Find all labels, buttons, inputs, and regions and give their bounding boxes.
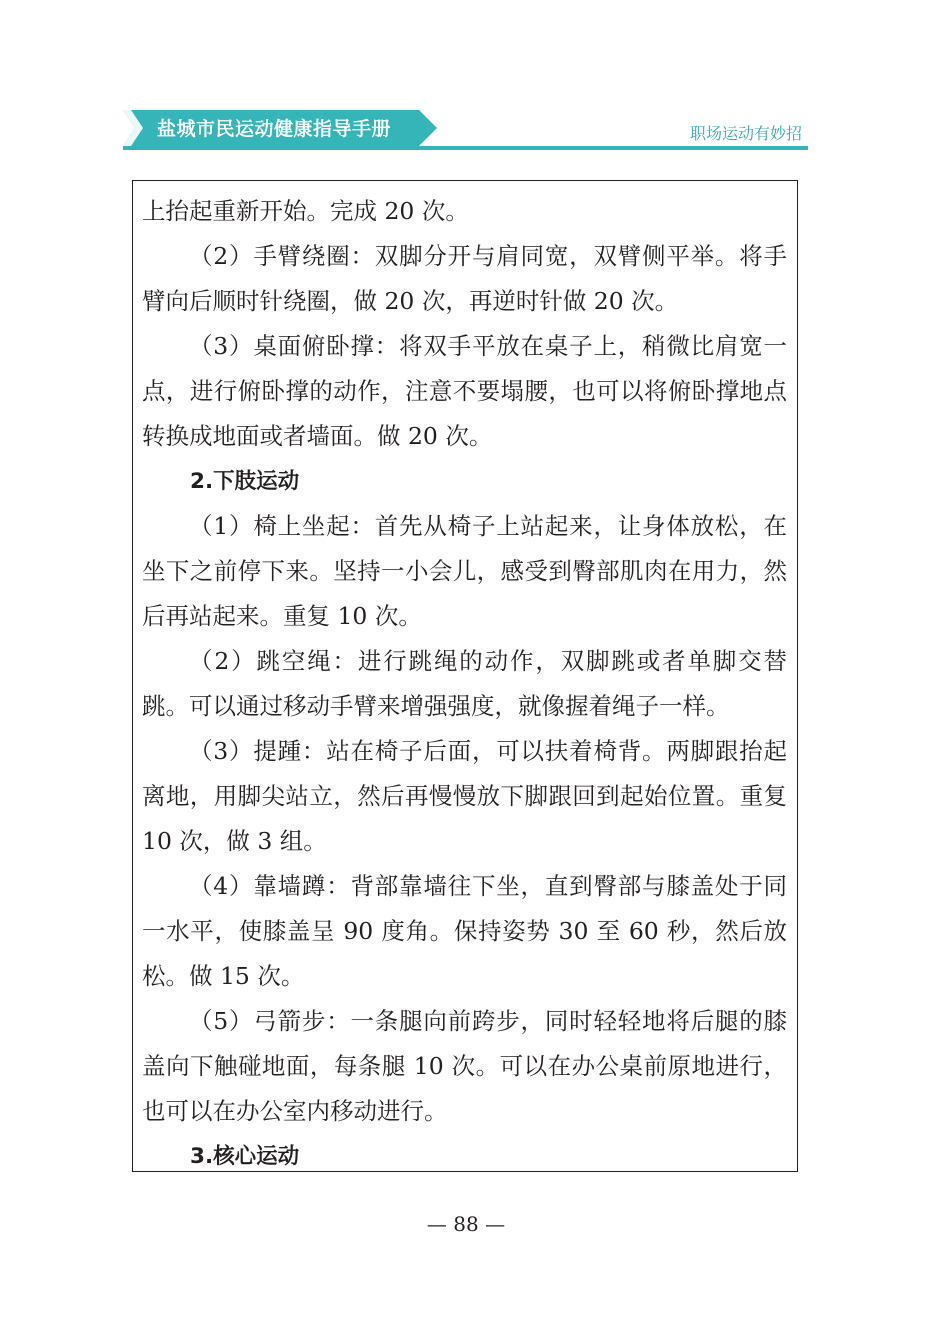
paragraph-desk-pushups: （3）桌面俯卧撑：将双手平放在桌子上，稍微比肩宽一点，进行俯卧撑的动作，注意不要塌腰，也可以将俯卧撑地点转换成地面或者墙面。做 20 次。 bbox=[142, 332, 787, 450]
heading-core: 3.核心运动 bbox=[190, 1144, 300, 1169]
header-banner bbox=[123, 108, 438, 148]
header-title: 盐城市民运动健康指导手册 bbox=[157, 118, 392, 140]
paragraph-calf-raise: （3）提踵：站在椅子后面，可以扶着椅背。两脚跟抬起离地，用脚尖站立，然后再慢慢放下脚跟回到起始位置。重复 10 次，做 3 组。 bbox=[142, 737, 787, 855]
page-number: — 88 — bbox=[426, 1212, 506, 1236]
heading-lower-body: 2.下肢运动 bbox=[190, 469, 300, 494]
paragraph-lunge: （5）弓箭步：一条腿向前跨步，同时轻轻地将后腿的膝盖向下触碰地面，每条腿 10 次。可以在办公桌前原地进行，也可以在办公室内移动进行。 bbox=[142, 1007, 787, 1125]
content-box bbox=[132, 180, 798, 1172]
paragraph-continued: 上抬起重新开始。完成 20 次。 bbox=[142, 197, 469, 225]
header-rule bbox=[123, 146, 808, 150]
paragraph-air-jump-rope: （2）跳空绳：进行跳绳的动作，双脚跳或者单脚交替跳。可以通过移动手臂来增强强度，就像握着绳子一样。 bbox=[142, 647, 787, 720]
header-section-title: 职场运动有妙招 bbox=[689, 124, 802, 143]
paragraph-arm-circles: （2）手臂绕圈：双脚分开与肩同宽，双臂侧平举。将手臂向后顺时针绕圈，做 20 次，再逆时针做 20 次。 bbox=[142, 242, 787, 315]
paragraph-wall-squat: （4）靠墙蹲：背部靠墙往下坐，直到臀部与膝盖处于同一水平，使膝盖呈 90 度角。保持姿势 30 至 60 秒，然后放松。做 15 次。 bbox=[142, 872, 787, 990]
paragraph-chair-sit-stand: （1）椅上坐起：首先从椅子上站起来，让身体放松，在坐下之前停下来。坚持一小会儿，感受到臀部肌肉在用力，然后再站起来。重复 10 次。 bbox=[142, 512, 787, 630]
